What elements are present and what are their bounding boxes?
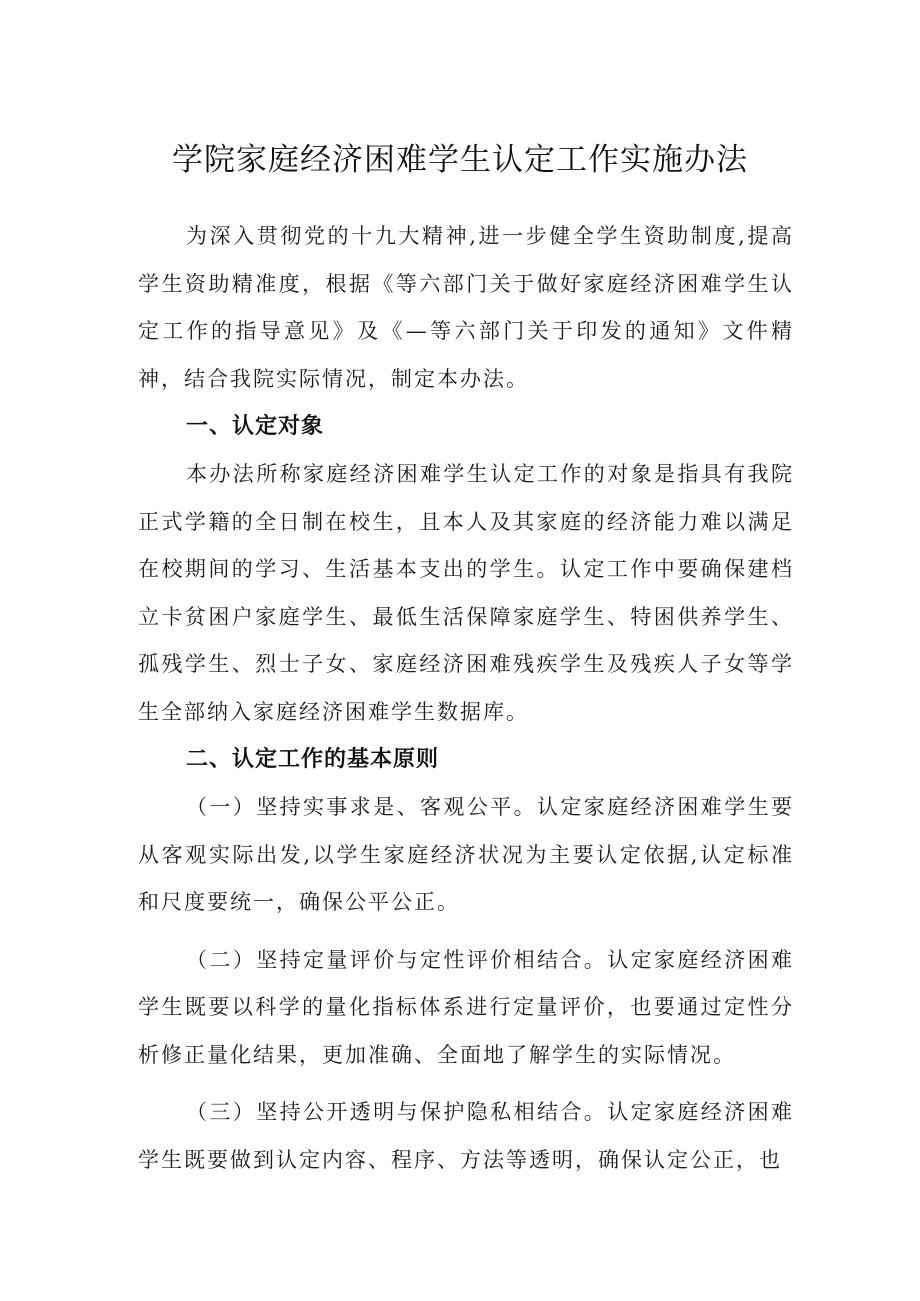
- section-2-heading: 二、认定工作的基本原则: [186, 747, 440, 772]
- principle-2-paragraph: （二）坚持定量评价与定性评价相结合。认定家庭经济困难学生既要以科学的量化指标体系进行定量评价，也要通过定性分析修正量化结果，更加准确、全面地了解学生的实际情况。: [138, 947, 794, 1067]
- principle-3-paragraph: （三）坚持公开透明与保护隐私相结合。认定家庭经济困难学生既要做到认定内容、程序、方法等透明，确保认定公正，也: [138, 1100, 794, 1172]
- paragraph-spacer: [138, 927, 794, 937]
- paragraph-spacer: [138, 1079, 794, 1089]
- section-1-heading: 一、认定对象: [186, 414, 325, 439]
- document-title: 学院家庭经济困难学生认定工作实施办法: [172, 142, 748, 178]
- principle-1-paragraph: （一）坚持实事求是、客观公平。认定家庭经济困难学生要从客观实际出发,以学生家庭经济状况为主要认定依据,认定标准和尺度要统一，确保公平公正。: [138, 795, 794, 914]
- section-1-paragraph: 本办法所称家庭经济困难学生认定工作的对象是指具有我院正式学籍的全日制在校生，且本人及其家庭的经济能力难以满足在校期间的学习、生活基本支出的学生。认定工作中要确保建档立卡贫困户家庭学生、最低生活保障家庭学生、特困供养学生、孤残学生、烈士子女、家庭经济困难残疾学生及残疾人子女等学生全部纳入家庭经济困难学生数据库。: [138, 462, 794, 724]
- document-body: [138, 213, 794, 1184]
- intro-paragraph: 为深入贯彻党的十九大精神,进一步健全学生资助制度,提高学生资助精准度，根据《等六部门关于做好家庭经济困难学生认定工作的指导意见》及《—等六部门关于印发的通知》文件精神，结合我院实际情况，制定本办法。: [138, 224, 794, 391]
